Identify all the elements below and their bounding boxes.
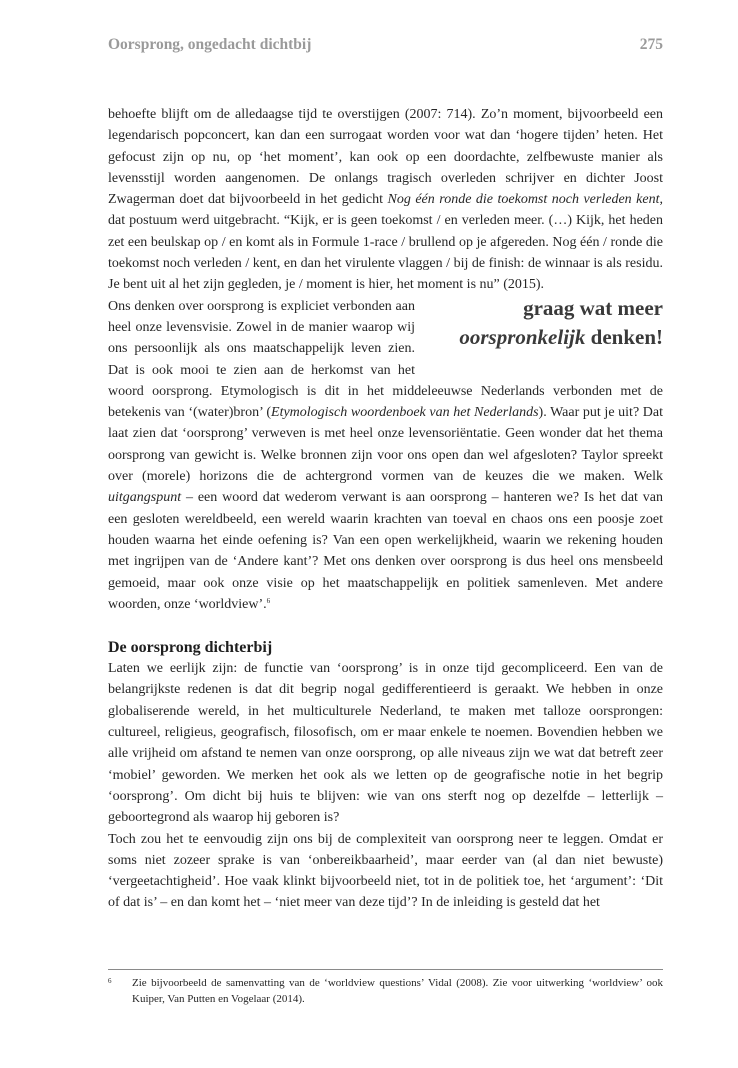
footnote-divider: [108, 969, 663, 970]
running-title: Oorsprong, ongedacht dichtbij: [108, 36, 312, 53]
text-run: Ons denken over oorsprong is expliciet verbonden aan heel onze levensvisie. Zowel in de manier waarop wij ons persoonlijk als ons maatschappelijk leven zien. Dat is ook mooi te zien aan de herkomst van het woord oorsprong. Etymologisch is dit in het middeleeuwse Nederlands verbonden met de betekenis van ‘(water)bron’ (: [108, 298, 663, 421]
footnote: [108, 975, 663, 1007]
italic-run: Etymologisch woordenboek van het Nederlands: [271, 405, 539, 421]
paragraph: [108, 104, 663, 296]
text-run: Laten we eerlijk zijn: de functie van ‘oorsprong’ is in onze tijd gecompliceerd. Een van de belangrijkste redenen is dat dit begrip nogal gedifferentieerd is geraakt. We hebben in onze globaliserende wereld, in het multiculturele Nederland, te maken met talloze oorsprongen: cultureel, religieus, geografisch, filosofisch, om er maar enkele te noemen. Bovendien hebben we alle vrijheid om afstand te nemen van onze oorsprong, op alle niveaus zijn we wat dat betreft zeer ‘mobiel’ geworden. We merken het ook als we letten op de geografische notie in het begrip ‘oorsprong’. Om dicht bij huis te blijven: wie van ons sterft nog op dezelfde – letterlijk – geboortegrond als waarop hij geboren is?: [108, 661, 663, 826]
footnote-text: Zie bijvoorbeeld de samenvatting van de ‘worldview questions’ Vidal (2008). Zie voor uitwerking ‘worldview’ ook Kuiper, Van Putten en Vogelaar (2014).: [132, 977, 663, 1005]
text-run: , dat postuum werd uitgebracht. “Kijk, er is geen toekomst / en verleden meer. (…) Kijk, het heden zet een beulskap op / en komt als in Formule 1-race / brullend op je afgereden. Nog één / ronde die toekomst noch verleden / kent, en dan het virulente vlaggen / bij de finish: de winnaar is als residu. Je bent uit al het zijn gegleden, je / moment is hier, het moment is nu” (2015).: [108, 192, 663, 293]
footnote-mark: 6: [108, 977, 112, 985]
paragraph: [108, 829, 663, 914]
italic-run: Nog één ronde die toekomst noch verleden kent: [387, 192, 660, 208]
paragraph: [108, 658, 663, 828]
italic-run: uitgangspunt: [108, 490, 182, 506]
footnote-ref: 6: [266, 596, 271, 605]
text-run: – een woord dat wederom verwant is aan oorsprong – hanteren we? Is het dat van een gesloten wereldbeeld, een wereld waarin krachten van toeval en chaos ons een poosje zoet houden waarna het einde oefening is? Van een open werkelijkheid, waarin we rekening houden met ingrijpen van de ‘Andere kant’? Met ons denken over oorsprong is dus heel ons mensbeeld gemoeid, maar ook onze visie op het maatschappelijk en politiek samenleven. Met andere woorden, onze ‘worldview’.: [108, 490, 663, 612]
text-run: Toch zou het te eenvoudig zijn ons bij de complexiteit van oorsprong neer te leggen. Omdat er soms niet zozeer sprake is van ‘onbereikbaarheid’, maar eerder van (al dan niet bewuste) ‘vergeetachtigheid’. Hoe vaak klinkt bijvoorbeeld niet, tot in de politiek toe, het ‘argument’: ‘Dit of dat is’ – en dan komt het – ‘niet meer van deze tijd’? In de inleiding is gesteld dat het: [108, 831, 663, 911]
pull-quote-rest: denken!: [585, 324, 663, 349]
pull-quote-line1: graag wat meer: [523, 295, 663, 320]
text-run: behoefte blijft om de alledaagse tijd te overstijgen (2007: 714). Zo’n moment, bijvoorbeeld een legendarisch popconcert, kan dan een surrogaat worden voor wat dan ‘hogere tijden’ heten. Het gefocust zijn op nu, op ‘het moment’, kan ook op een doordachte, zelfbewuste manier als levensstijl worden aangenomen. De onlangs tragisch overleden schrijver en dichter Joost Zwagerman doet dat bijvoorbeeld in het gedicht: [108, 107, 663, 208]
text-run: ). Waar put je uit? Dat laat zien dat ‘oorsprong’ verweven is met heel onze levensoriëntatie. Geen wonder dat het thema oorsprong van gewicht is. Welke bronnen zijn voor ons open dan wel afgesloten? Taylor spreekt over (morele) horizons die de achtergrond vormen van de keuzes die we maken. Welk: [108, 405, 664, 485]
section-heading: De oorsprong dichterbij: [108, 639, 273, 657]
pull-quote-emphasis: oorspronkelijk: [459, 324, 586, 349]
pull-quote: [433, 294, 663, 352]
body-text: [108, 104, 663, 914]
running-header: [108, 36, 663, 58]
page-number: 275: [639, 36, 663, 53]
